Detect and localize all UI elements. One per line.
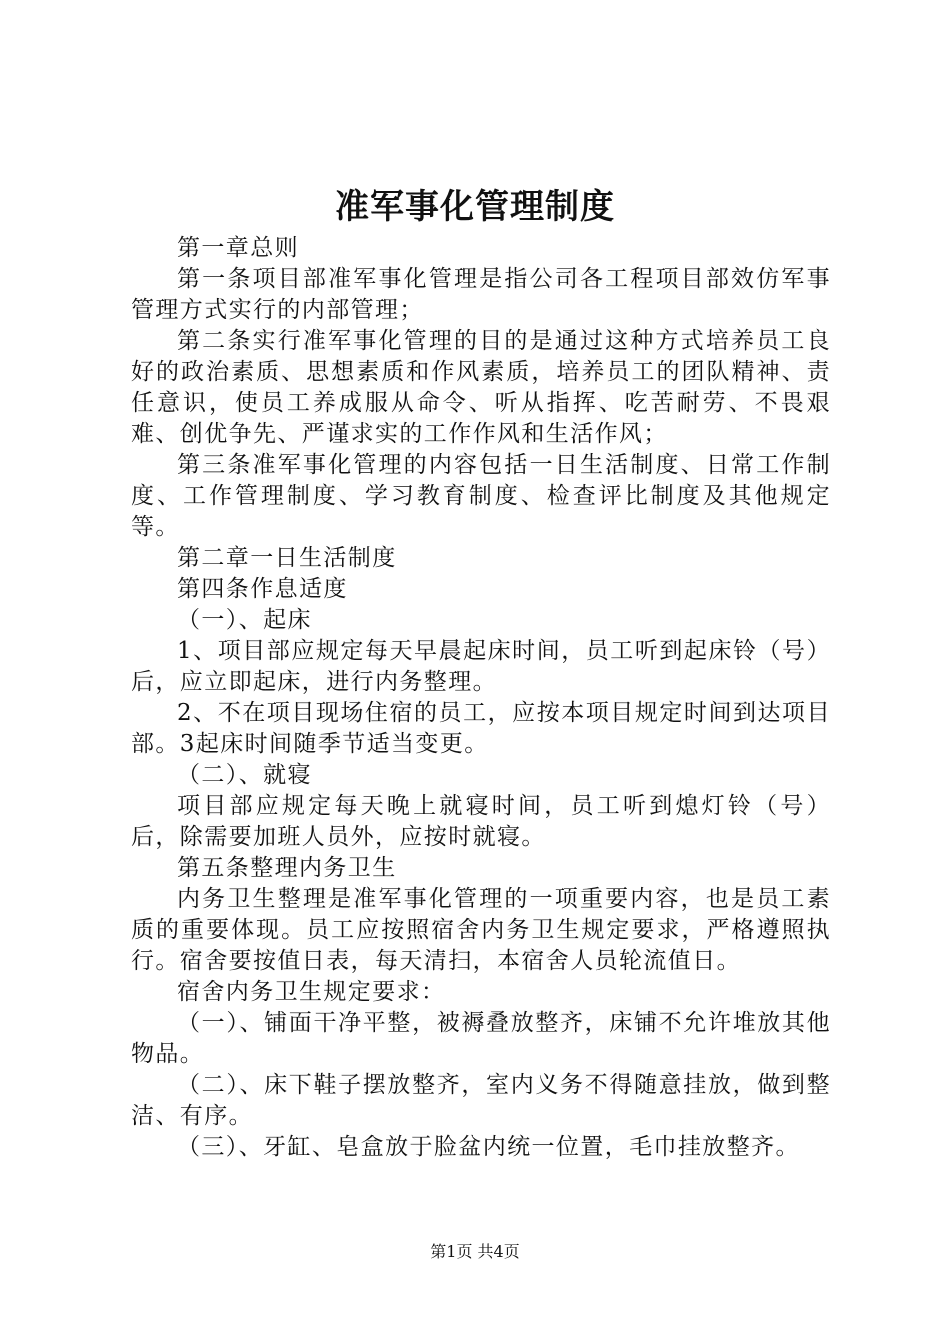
body-paragraph: 宿舍内务卫生规定要求： [177,979,446,1005]
body-paragraph: 内务卫生整理是准军事化管理的一项重要内容，也是员工素质的重要体现。员工应按照宿舍内务卫生规定要求，严格遵照执行。宿舍要按值日表，每天清扫，本宿舍人员轮流值日。 [131,886,831,974]
body-paragraph: 项目部应规定每天晚上就寝时间，员工听到熄灯铃（号）后，除需要加班人员外，应按时就寝。 [131,793,831,850]
list-item: 2、不在项目现场住宿的员工，应按本项目规定时间到达项目部。3起床时间随季节适当变更。 [131,700,831,757]
article-paragraph: 第一条项目部准军事化管理是指公司各工程项目部效仿军事管理方式实行的内部管理； [131,266,831,323]
chapter-heading: 第二章一日生活制度 [177,545,397,571]
article-heading: 第五条整理内务卫生 [177,855,397,881]
section-heading: （一）、起床 [177,607,312,633]
article-heading: 第四条作息适度 [177,576,348,602]
list-item: 1、项目部应规定每天早晨起床时间，员工听到起床铃（号）后，应立即起床，进行内务整理。 [131,638,831,695]
list-item: （一）、铺面干净平整，被褥叠放整齐，床铺不允许堆放其他物品。 [131,1010,831,1067]
article-paragraph: 第三条准军事化管理的内容包括一日生活制度、日常工作制度、工作管理制度、学习教育制度、检查评比制度及其他规定等。 [131,452,831,540]
list-item: （三）、牙缸、皂盒放于脸盆内统一位置，毛巾挂放整齐。 [177,1134,800,1160]
document-title: 准军事化管理制度 [335,187,615,227]
chapter-heading: 第一章总则 [177,235,299,261]
document-body [131,233,831,1163]
article-paragraph: 第二条实行准军事化管理的目的是通过这种方式培养员工良好的政治素质、思想素质和作风素质，培养员工的团队精神、责任意识，使员工养成服从命令、听从指挥、吃苦耐劳、不畏艰难、创优争先、严谨求实的工作作风和生活作风； [131,328,831,447]
list-item: （二）、床下鞋子摆放整齐，室内义务不得随意挂放，做到整洁、有序。 [131,1072,831,1129]
page-number-footer: 第1页 共4页 [430,1242,520,1261]
section-heading: （二）、就寝 [177,762,312,788]
